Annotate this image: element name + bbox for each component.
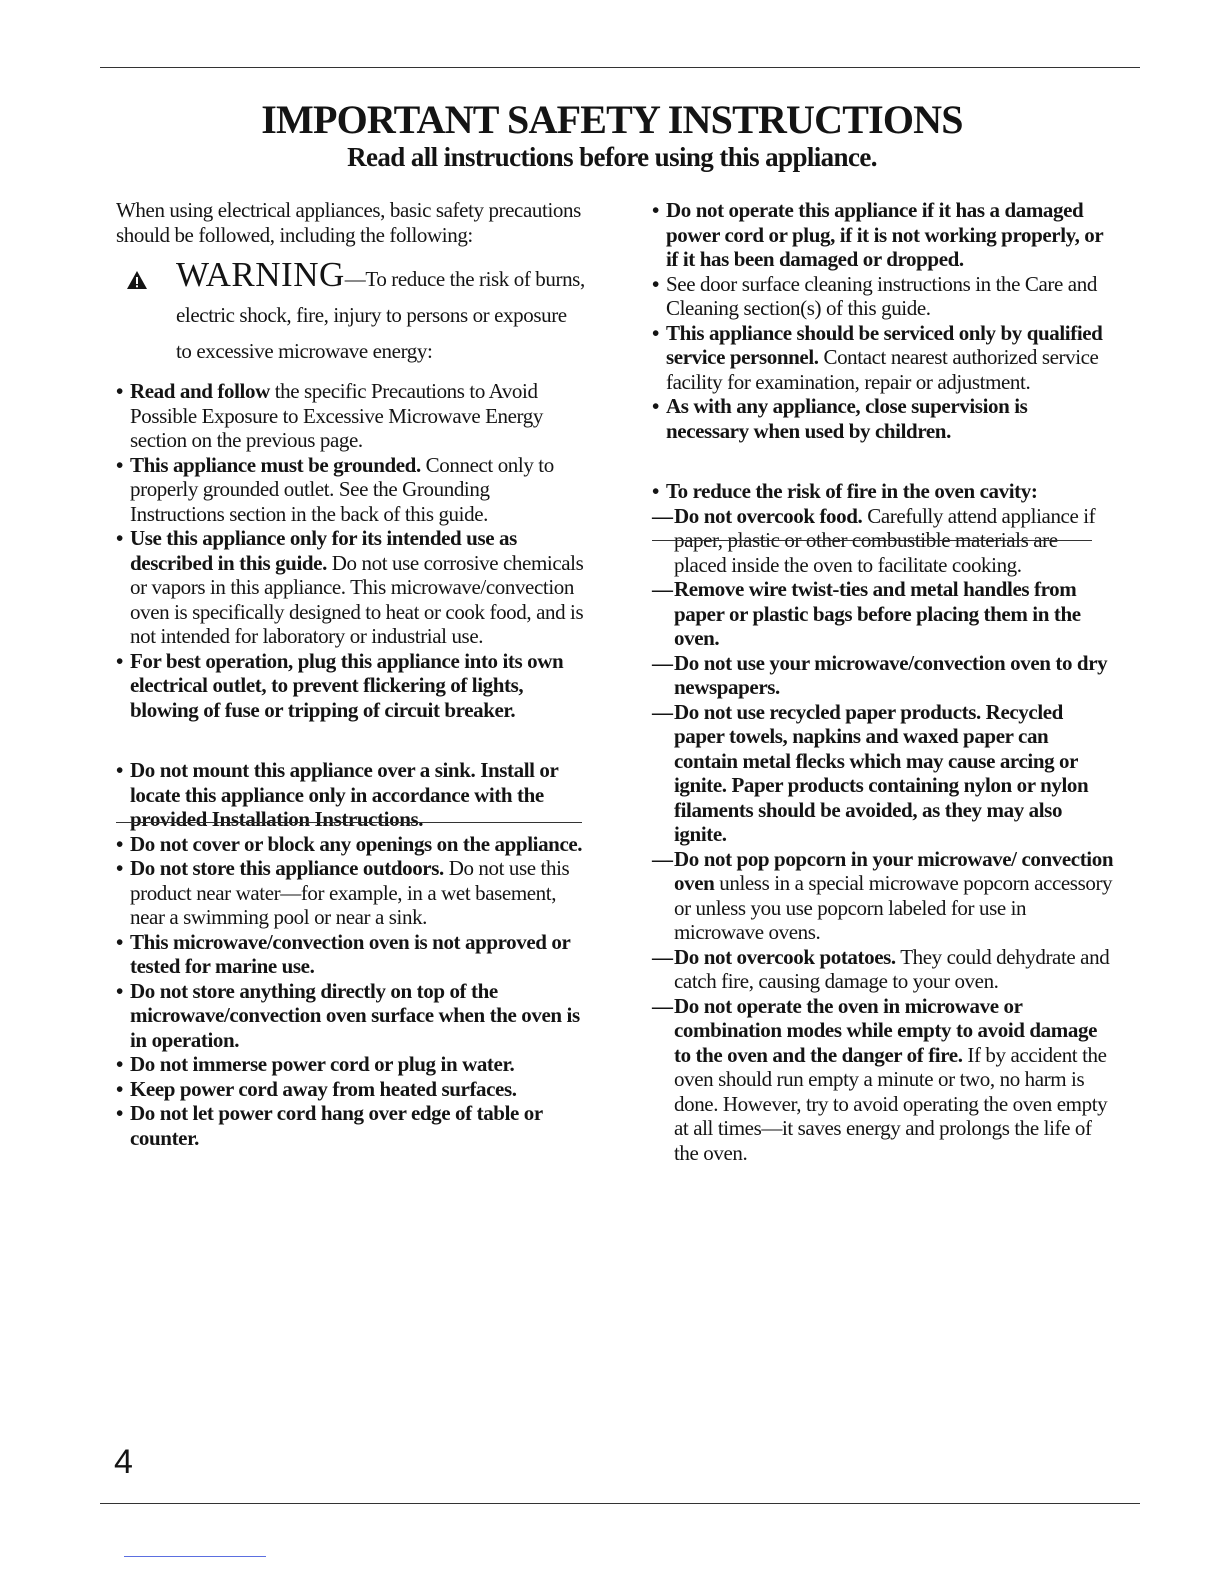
list-item: — Do not use your microwave/convection oven to dry newspapers. (652, 650, 1108, 699)
warning-triangle-icon (126, 270, 148, 290)
list-item: • This appliance should be serviced only by qualified service personnel. Contact nearest authorized service facility for examination, repair or adjustment. (652, 320, 1103, 394)
warning-text: —To reduce the risk of burns, electric shock, fire, injury to persons or exposure to excessive microwave energy: (176, 267, 585, 363)
top-rule (100, 67, 1140, 68)
list-item: — Do not operate the oven in microwave or combination modes while empty to avoid damage to the oven and the danger of fire. If by accident the oven should run empty a minute or two, no harm is done. However, try to avoid operating the oven empty at all times—it saves energy and prolongs the life of the oven. (652, 993, 1108, 1165)
list-item: — Do not overcook potatoes. They could dehydrate and catch fire, causing damage to your oven. (652, 944, 1110, 993)
left-bullet-list-2 (116, 758, 586, 1150)
list-item: — Do not overcook food. Carefully attend appliance if paper, plastic or other combustible materials are placed inside the oven to facilitate cooking. (652, 503, 1096, 577)
bottom-rule (100, 1503, 1140, 1504)
list-item: • Use this appliance only for its intended use as described in this guide. Do not use corrosive chemicals or vapors in this appliance. This microwave/convection oven is specifically designed to heat or cook food, and is not intended for laboratory or industrial use. (116, 526, 584, 648)
page-title: IMPORTANT SAFETY INSTRUCTIONS (261, 97, 963, 142)
list-item: • Do not store anything directly on top of the microwave/convection oven surface when the oven is in operation. (116, 978, 580, 1052)
list-item: • Keep power cord away from heated surfaces. (116, 1076, 517, 1101)
list-item: • Do not immerse power cord or plug in water. (116, 1052, 515, 1076)
right-separator-space (652, 443, 1114, 479)
list-item: • Do not let power cord hang over edge of table or counter. (116, 1101, 543, 1150)
page-subtitle: Read all instructions before using this appliance. (347, 142, 877, 172)
list-item: • Do not mount this appliance over a sink. Install or locate this appliance only in accordance with the provided Installation Instructions. (116, 758, 559, 831)
right-bullet-list (652, 198, 1114, 443)
blue-underline (124, 1556, 266, 1557)
list-item: — Do not use recycled paper products. Recycled paper towels, napkins and waxed paper can contain metal flecks which may cause arcing or ignite. Paper products containing nylon or nylon filaments should be avoided, as they may also ignite. (652, 699, 1089, 846)
list-item: • See door surface cleaning instructions in the Care and Cleaning section(s) of this guide. (652, 271, 1097, 320)
list-item: • Do not store this appliance outdoors. Do not use this product near water—for example, in a wet basement, near a swimming pool or near a sink. (116, 856, 570, 929)
left-divider (116, 822, 582, 823)
left-column (116, 198, 586, 1150)
warning-label: WARNING (176, 255, 345, 294)
intro-paragraph: When using electrical appliances, basic safety precautions should be followed, including the following: (116, 198, 581, 247)
list-item: • Do not operate this appliance if it has a damaged power cord or plug, if it is not working properly, or if it has been damaged or dropped. (652, 198, 1103, 271)
list-item: • This microwave/convection oven is not approved or tested for marine use. (116, 929, 571, 978)
warning-block (116, 257, 586, 369)
left-bullet-list-1 (116, 379, 586, 722)
list-item: • As with any appliance, close supervision is necessary when used by children. (652, 394, 1028, 443)
fire-dash-list (652, 504, 1114, 1166)
list-item: • Read and follow the specific Precautions to Avoid Possible Exposure to Excessive Microwave Energy section on the previous page. (116, 379, 543, 452)
left-separator-space (116, 722, 586, 758)
list-item: • This appliance must be grounded. Connect only to properly grounded outlet. See the Grounding Instructions section in the back of this guide. (116, 452, 554, 526)
list-item: — Do not pop popcorn in your microwave/ convection oven unless in a special microwave popcorn accessory or unless you use popcorn labeled for use in microwave ovens. (652, 846, 1114, 944)
list-item: — Remove wire twist-ties and metal handles from paper or plastic bags before placing them in the oven. (652, 577, 1081, 650)
right-divider (652, 540, 1092, 541)
list-item: • Do not cover or block any openings on the appliance. (116, 831, 583, 856)
list-item: • For best operation, plug this appliance into its own electrical outlet, to prevent flickering of lights, blowing of fuse or tripping of circuit breaker. (116, 648, 564, 722)
right-column (652, 198, 1114, 1165)
page-number: 4 (114, 1443, 133, 1481)
fire-heading: • To reduce the risk of fire in the oven cavity: (652, 479, 1038, 503)
